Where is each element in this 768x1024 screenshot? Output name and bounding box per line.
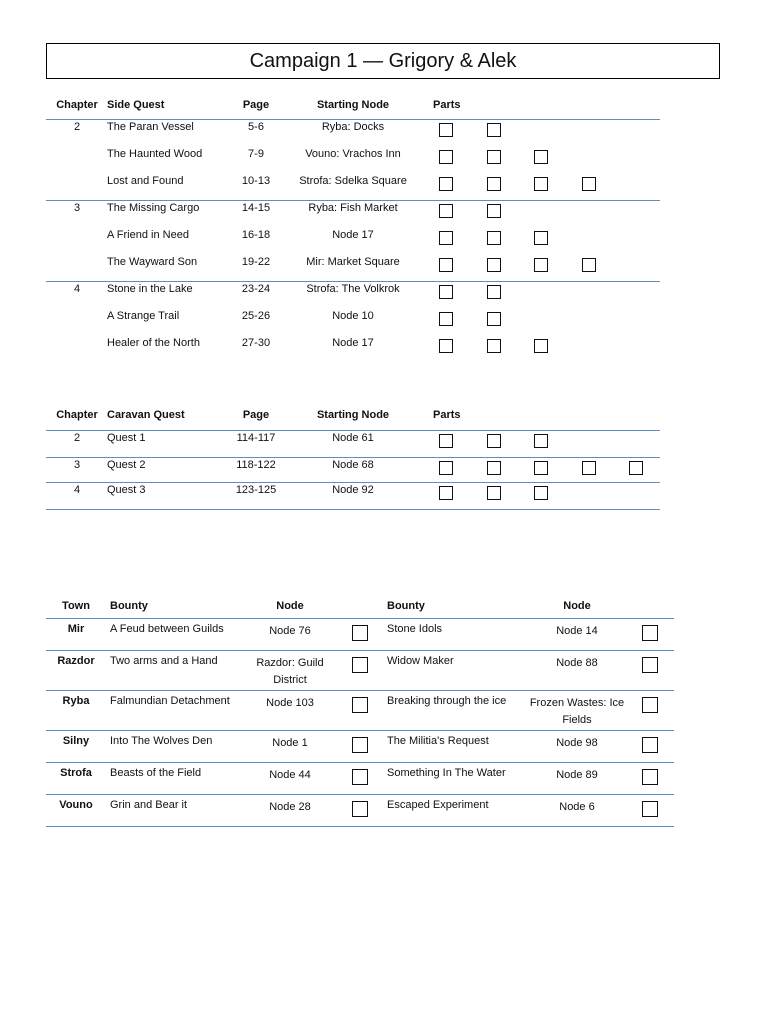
undefined-part-checkbox[interactable] <box>534 258 548 272</box>
undefined-header-chapter: Chapter <box>56 99 98 111</box>
undefined-cell-node: Node 61 <box>332 432 374 444</box>
undefined-part-checkbox[interactable] <box>629 461 643 475</box>
bounty-node: Node 14 <box>556 625 598 637</box>
undefined-part-checkbox[interactable] <box>534 434 548 448</box>
undefined-cell-chapter: 3 <box>73 202 81 214</box>
undefined-part-checkbox[interactable] <box>439 312 453 326</box>
undefined-cell-node: Node 68 <box>332 459 374 471</box>
bounty-name: A Feud between Guilds <box>110 623 224 635</box>
bounty-divider <box>46 826 674 827</box>
bounty-town: Silny <box>62 735 90 747</box>
undefined-cell-page: 7-9 <box>248 148 264 160</box>
bounty-node: Node 76 <box>269 625 311 637</box>
undefined-part-checkbox[interactable] <box>487 434 501 448</box>
undefined-part-checkbox[interactable] <box>487 312 501 326</box>
undefined-part-checkbox[interactable] <box>487 150 501 164</box>
bounty-node: Razdor: Guild District <box>256 657 324 686</box>
undefined-part-checkbox[interactable] <box>439 339 453 353</box>
bounty-name: Beasts of the Field <box>110 767 202 779</box>
bounty-name: Widow Maker <box>387 655 454 667</box>
bounty-node: Node 89 <box>556 769 598 781</box>
bounty-node: Node 103 <box>266 697 314 709</box>
bounty-name: Falmundian Detachment <box>110 695 230 707</box>
undefined-part-checkbox[interactable] <box>582 177 596 191</box>
undefined-cell-node: Vouno: Vrachos Inn <box>305 148 401 160</box>
undefined-cell-node: Strofa: Sdelka Square <box>299 175 407 187</box>
undefined-cell-chapter: 4 <box>73 484 81 496</box>
undefined-cell-page: 10-13 <box>241 175 271 187</box>
bounty-checkbox[interactable] <box>352 697 368 713</box>
bounty-divider <box>46 730 674 731</box>
undefined-part-checkbox[interactable] <box>487 339 501 353</box>
undefined-cell-quest: Quest 2 <box>107 459 146 471</box>
undefined-cell-node: Node 10 <box>332 310 374 322</box>
bounty-name: Grin and Bear it <box>110 799 188 811</box>
bounty-node: Node 44 <box>269 769 311 781</box>
undefined-cell-quest: A Friend in Need <box>107 229 189 241</box>
undefined-cell-page: 5-6 <box>248 121 264 133</box>
bounty-header-town: Town <box>62 600 90 612</box>
undefined-part-checkbox[interactable] <box>439 123 453 137</box>
undefined-cell-page: 27-30 <box>241 337 271 349</box>
undefined-cell-page: 118-122 <box>236 459 276 471</box>
bounty-checkbox[interactable] <box>352 625 368 641</box>
undefined-divider <box>46 430 660 431</box>
page-title: Campaign 1 — Grigory & Alek <box>46 43 720 79</box>
undefined-part-checkbox[interactable] <box>439 204 453 218</box>
undefined-part-checkbox[interactable] <box>439 434 453 448</box>
undefined-cell-chapter: 3 <box>73 459 81 471</box>
undefined-cell-quest: Quest 3 <box>107 484 146 496</box>
undefined-header-node: Starting Node <box>316 99 390 111</box>
bounty-checkbox[interactable] <box>642 697 658 713</box>
undefined-cell-quest: Quest 1 <box>107 432 146 444</box>
undefined-part-checkbox[interactable] <box>439 231 453 245</box>
bounty-divider <box>46 794 674 795</box>
undefined-cell-chapter: 2 <box>73 121 81 133</box>
undefined-part-checkbox[interactable] <box>439 285 453 299</box>
undefined-divider <box>46 457 660 458</box>
bounty-divider <box>46 690 674 691</box>
undefined-cell-node: Node 92 <box>332 484 374 496</box>
undefined-header-parts: Parts <box>433 99 461 111</box>
undefined-cell-quest: Stone in the Lake <box>107 283 193 295</box>
undefined-cell-quest: Healer of the North <box>107 337 200 349</box>
undefined-header-chapter: Chapter <box>56 409 98 421</box>
undefined-cell-page: 123-125 <box>235 484 277 496</box>
bounty-header-bounty2: Bounty <box>387 600 425 612</box>
undefined-part-checkbox[interactable] <box>439 461 453 475</box>
bounty-divider <box>46 650 674 651</box>
bounty-node: Frozen Wastes: Ice Fields <box>529 697 625 726</box>
bounty-node: Node 1 <box>272 737 308 749</box>
undefined-header-page: Page <box>242 99 270 111</box>
undefined-part-checkbox[interactable] <box>439 150 453 164</box>
bounty-name: The Militia's Request <box>387 735 489 747</box>
undefined-part-checkbox[interactable] <box>534 461 548 475</box>
undefined-divider <box>46 509 660 510</box>
bounty-divider <box>46 618 674 619</box>
bounty-header-bounty1: Bounty <box>110 600 148 612</box>
undefined-part-checkbox[interactable] <box>487 123 501 137</box>
undefined-cell-page: 23-24 <box>241 283 271 295</box>
bounty-town: Razdor <box>57 655 95 667</box>
bounty-town: Vouno <box>59 799 93 811</box>
bounty-town: Strofa <box>60 767 92 779</box>
undefined-part-checkbox[interactable] <box>534 177 548 191</box>
undefined-divider <box>46 482 660 483</box>
undefined-cell-node: Strofa: The Volkrok <box>306 283 400 295</box>
undefined-part-checkbox[interactable] <box>487 204 501 218</box>
undefined-divider <box>46 119 660 120</box>
bounty-header-node2: Node <box>563 600 591 612</box>
undefined-divider <box>46 200 660 201</box>
bounty-node: Node 6 <box>559 801 595 813</box>
undefined-cell-node: Node 17 <box>332 229 374 241</box>
bounty-name: Stone Idols <box>387 623 443 635</box>
undefined-cell-page: 25-26 <box>241 310 271 322</box>
bounty-node: Node 98 <box>556 737 598 749</box>
undefined-cell-page: 16-18 <box>241 229 271 241</box>
undefined-part-checkbox[interactable] <box>487 177 501 191</box>
bounty-checkbox[interactable] <box>352 801 368 817</box>
undefined-cell-quest: A Strange Trail <box>107 310 180 322</box>
bounty-name: Into The Wolves Den <box>110 735 213 747</box>
undefined-cell-page: 14-15 <box>241 202 271 214</box>
undefined-header-page: Page <box>242 409 270 421</box>
undefined-cell-node: Ryba: Fish Market <box>308 202 398 214</box>
bounty-node: Node 88 <box>556 657 598 669</box>
undefined-part-checkbox[interactable] <box>487 486 501 500</box>
undefined-header-quest: Caravan Quest <box>107 409 185 421</box>
undefined-part-checkbox[interactable] <box>487 258 501 272</box>
undefined-header-parts: Parts <box>433 409 461 421</box>
bounty-name: Escaped Experiment <box>387 799 489 811</box>
bounty-checkbox[interactable] <box>642 657 658 673</box>
undefined-cell-quest: Lost and Found <box>107 175 184 187</box>
undefined-part-checkbox[interactable] <box>582 258 596 272</box>
bounty-divider <box>46 762 674 763</box>
bounty-name: Two arms and a Hand <box>110 655 218 667</box>
undefined-cell-node: Node 17 <box>332 337 374 349</box>
bounty-checkbox[interactable] <box>352 737 368 753</box>
undefined-part-checkbox[interactable] <box>439 486 453 500</box>
undefined-cell-node: Mir: Market Square <box>306 256 400 268</box>
undefined-part-checkbox[interactable] <box>534 231 548 245</box>
bounty-checkbox[interactable] <box>642 769 658 785</box>
undefined-part-checkbox[interactable] <box>487 461 501 475</box>
bounty-name: Breaking through the ice <box>387 695 507 707</box>
bounty-town: Ryba <box>62 695 90 707</box>
bounty-checkbox[interactable] <box>642 737 658 753</box>
undefined-part-checkbox[interactable] <box>439 177 453 191</box>
undefined-divider <box>46 281 660 282</box>
undefined-cell-quest: The Haunted Wood <box>107 148 203 160</box>
undefined-cell-quest: The Wayward Son <box>107 256 198 268</box>
bounty-checkbox[interactable] <box>352 657 368 673</box>
undefined-cell-node: Ryba: Docks <box>321 121 385 133</box>
bounty-header-node1: Node <box>276 600 304 612</box>
undefined-part-checkbox[interactable] <box>487 231 501 245</box>
undefined-part-checkbox[interactable] <box>534 339 548 353</box>
undefined-part-checkbox[interactable] <box>439 258 453 272</box>
bounty-name: Something In The Water <box>387 767 506 779</box>
bounty-checkbox[interactable] <box>352 769 368 785</box>
undefined-cell-quest: The Paran Vessel <box>107 121 194 133</box>
bounty-checkbox[interactable] <box>642 625 658 641</box>
undefined-part-checkbox[interactable] <box>487 285 501 299</box>
undefined-part-checkbox[interactable] <box>534 486 548 500</box>
undefined-cell-chapter: 4 <box>73 283 81 295</box>
bounty-checkbox[interactable] <box>642 801 658 817</box>
undefined-part-checkbox[interactable] <box>534 150 548 164</box>
undefined-header-node: Starting Node <box>316 409 390 421</box>
undefined-header-quest: Side Quest <box>107 99 165 111</box>
undefined-cell-chapter: 2 <box>73 432 81 444</box>
bounty-town: Mir <box>67 623 85 635</box>
undefined-cell-page: 19-22 <box>241 256 271 268</box>
undefined-cell-quest: The Missing Cargo <box>107 202 200 214</box>
undefined-cell-page: 114-117 <box>236 432 276 444</box>
bounty-node: Node 28 <box>269 801 311 813</box>
undefined-part-checkbox[interactable] <box>582 461 596 475</box>
